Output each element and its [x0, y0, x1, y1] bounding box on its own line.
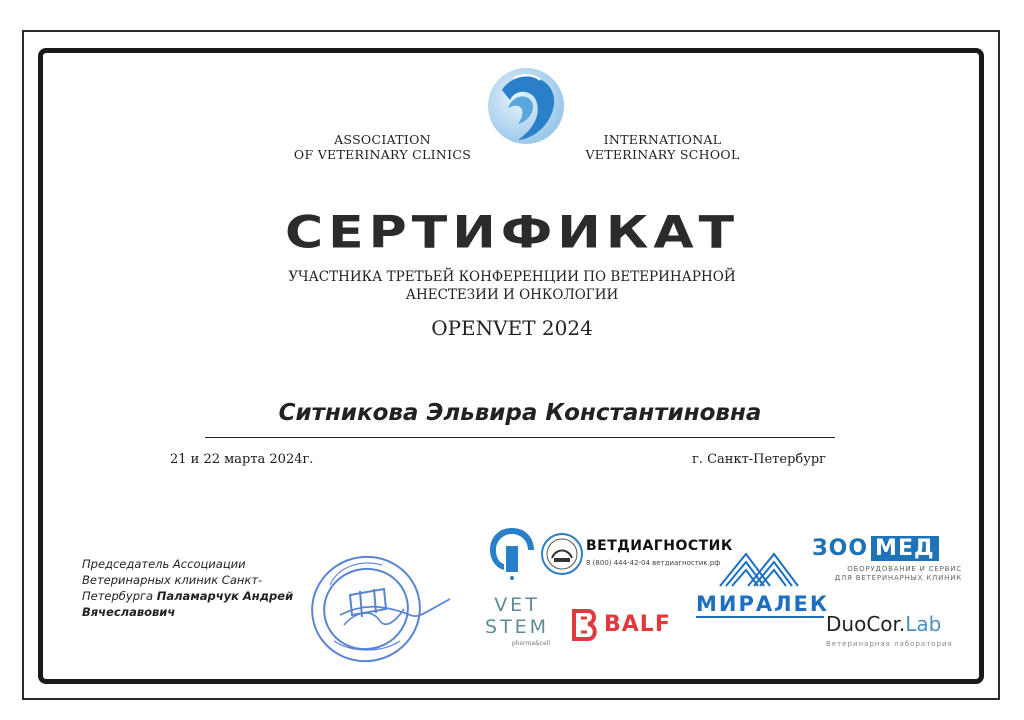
chair-line3-prefix: Петербурга	[82, 589, 157, 603]
zoomed-part-a: ЗОО	[812, 536, 869, 561]
org-right	[580, 132, 745, 162]
vetstem-line2: STEM	[484, 616, 550, 638]
chair-line4	[82, 604, 297, 620]
chair-name-part2: Вячеславович	[82, 605, 176, 619]
org-left-line1: ASSOCIATION	[334, 132, 431, 147]
miralek-mountains-icon	[718, 548, 800, 588]
org-right-line2: VETERINARY SCHOOL	[585, 147, 740, 162]
org-left-line2: OF VETERINARY CLINICS	[293, 147, 472, 162]
conference-name: OPENVET 2024	[431, 316, 593, 340]
duocor-part-b: Lab	[905, 612, 942, 636]
duocor-tagline: Ветеринарная лаборатория	[826, 640, 953, 648]
chair-line2: Ветеринарных клиник Санкт-	[82, 573, 263, 587]
chair-line1: Председатель Ассоциации	[82, 557, 246, 571]
association-logo-icon	[484, 60, 568, 152]
balf-mark-icon	[570, 608, 600, 642]
chairman-signature-block	[82, 556, 297, 620]
zoomed-tagline1: ОБОРУДОВАНИЕ И СЕРВИС	[847, 565, 962, 573]
zoomed-part-b: МЕД	[871, 536, 939, 561]
vetstem-line1: VET	[494, 594, 540, 616]
balf-name: BALF	[604, 612, 671, 637]
vetstem-sub: pharma&cell	[511, 640, 550, 647]
chair-line3	[82, 588, 297, 604]
vetstem-logo	[484, 594, 550, 638]
vetdiag-name: ВЕТДИАГНОСТИК	[586, 538, 733, 554]
vetdiag-contacts: 8 (800) 444-42-04 ветдиагностик.рф	[586, 559, 721, 567]
zoomed-tagline2: ДЛЯ ВЕТЕРИНАРНЫХ КЛИНИК	[834, 574, 962, 582]
duocor-logo	[826, 612, 941, 636]
subtitle-line2: АНЕСТЕЗИИ И ОНКОЛОГИИ	[405, 287, 619, 303]
recipient-underline	[205, 437, 835, 438]
zoomed-logo	[812, 536, 939, 561]
recipient-name: Ситникова Эльвира Константиновна	[278, 400, 762, 426]
certificate-title: СЕРТИФИКАТ	[284, 207, 740, 259]
chair-name-part1: Паламарчук Андрей	[156, 589, 294, 603]
stamp-seal-icon	[300, 525, 460, 685]
subtitle-line1: УЧАСТНИКА ТРЕТЬЕЙ КОНФЕРЕНЦИИ ПО ВЕТЕРИНАРНОЙ	[288, 269, 736, 285]
event-city: г. Санкт-Петербург	[692, 452, 826, 467]
vetdiag-symbol-icon	[486, 524, 538, 582]
miralek-name: МИРАЛЕК	[696, 592, 830, 616]
org-left	[290, 132, 475, 162]
event-date: 21 и 22 марта 2024г.	[170, 452, 314, 467]
vetdiag-emblem-icon	[540, 532, 584, 576]
certificate-subtitle	[0, 268, 1024, 304]
miralek-underline	[696, 616, 824, 618]
zoomed-tagline	[812, 565, 962, 583]
org-right-line1: INTERNATIONAL	[603, 132, 722, 147]
duocor-part-a: DuoCor.	[826, 612, 906, 636]
